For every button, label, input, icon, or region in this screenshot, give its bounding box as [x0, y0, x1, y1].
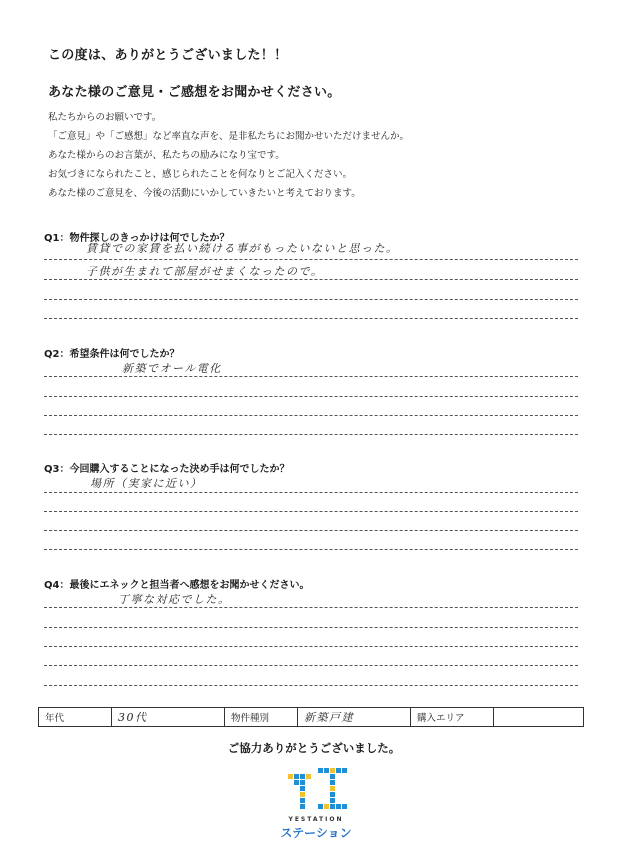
thanks-message: ご協力ありがとうございました。	[227, 741, 401, 755]
answer-rule	[44, 607, 578, 608]
logo-pixel	[330, 798, 335, 803]
company-logo	[276, 768, 356, 838]
question-4-answer: 丁寧な対応でした。	[118, 593, 231, 606]
age-label: 年代	[39, 708, 112, 727]
answer-rule	[44, 415, 578, 416]
answer-rule	[44, 511, 578, 512]
logo-pixel	[300, 792, 305, 797]
intro-line: 「ご意見」や「ご感想」など率直な声を、是非私たちにお聞かせいただけませんか。	[48, 131, 410, 142]
question-3-answer: 場所（実家に近い）	[90, 477, 203, 490]
logo-pixel	[288, 774, 293, 779]
logo-pixel	[300, 774, 305, 779]
intro-line: お気づきになられたこと、感じられたことを何なりとご記入ください。	[48, 169, 353, 180]
logo-pixel	[324, 768, 329, 773]
area-value	[494, 708, 584, 727]
logo-pixel	[300, 780, 305, 785]
page-title: この度は、ありがとうございました！！	[48, 48, 288, 63]
logo-pixel	[336, 804, 341, 809]
logo-pixel	[336, 768, 341, 773]
logo-pixel	[318, 804, 323, 809]
logo-pixel	[300, 798, 305, 803]
answer-rule	[44, 646, 578, 647]
answer-rule	[44, 530, 578, 531]
intro-text	[48, 108, 409, 203]
question-4-label: Q4：最後にエネックと担当者へ感想をお聞かせください。	[44, 580, 310, 591]
answer-rule	[44, 627, 578, 628]
question-1-answer-line-2: 子供が生まれて部屋がせまくなったので。	[86, 265, 324, 278]
logo-name-text: ステーション	[280, 826, 352, 840]
answer-rule	[44, 318, 578, 319]
logo-pixel	[306, 774, 311, 779]
logo-pixel	[300, 804, 305, 809]
logo-pixel	[330, 774, 335, 779]
question-2-answer: 新築でオール電化	[122, 362, 222, 375]
property-type-value: 新築戸建	[298, 708, 411, 727]
answer-rule	[44, 434, 578, 435]
answer-rule	[44, 396, 578, 397]
logo-pixel	[330, 804, 335, 809]
logo-pixel	[300, 786, 305, 791]
logo-pixel	[330, 792, 335, 797]
answer-rule	[44, 665, 578, 666]
intro-line: 私たちからのお願いです。	[48, 112, 162, 123]
logo-sub-text: YESTATION	[288, 816, 344, 823]
intro-line: あなた様のご意見を、今後の活動にいかしていきたいと考えております。	[48, 188, 361, 199]
logo-pixel	[330, 780, 335, 785]
answer-rule	[44, 492, 578, 493]
info-table	[38, 707, 584, 727]
logo-pixel	[330, 768, 335, 773]
logo-pixel	[294, 774, 299, 779]
question-2-label: Q2：希望条件は何でしたか？	[44, 349, 180, 360]
answer-rule	[44, 376, 578, 377]
age-value: 30代	[112, 708, 225, 727]
question-1-label: Q1：物件探しのきっかけは何でしたか？	[44, 233, 230, 244]
answer-rule	[44, 259, 578, 260]
answer-rule	[44, 279, 578, 280]
answer-rule	[44, 299, 578, 300]
logo-pixel	[330, 786, 335, 791]
intro-line: あなた様からのお言葉が、私たちの励みになり宝です。	[48, 150, 285, 161]
page-subtitle: あなた様のご意見・ご感想をお聞かせください。	[48, 85, 341, 100]
logo-pixel	[342, 768, 347, 773]
logo-mark-icon	[276, 768, 356, 814]
logo-pixel	[318, 768, 323, 773]
logo-pixel	[324, 804, 329, 809]
question-3-label: Q3：今回購入することになった決め手は何でしたか？	[44, 464, 290, 475]
question-1-answer-line-1: 賃貸での家賃を払い続ける事がもったいないと思った。	[86, 242, 399, 255]
answer-rule	[44, 549, 578, 550]
answer-rule	[44, 685, 578, 686]
property-type-label: 物件種別	[225, 708, 298, 727]
area-label: 購入エリア	[411, 708, 494, 727]
logo-pixel	[342, 804, 347, 809]
logo-pixel	[294, 780, 299, 785]
